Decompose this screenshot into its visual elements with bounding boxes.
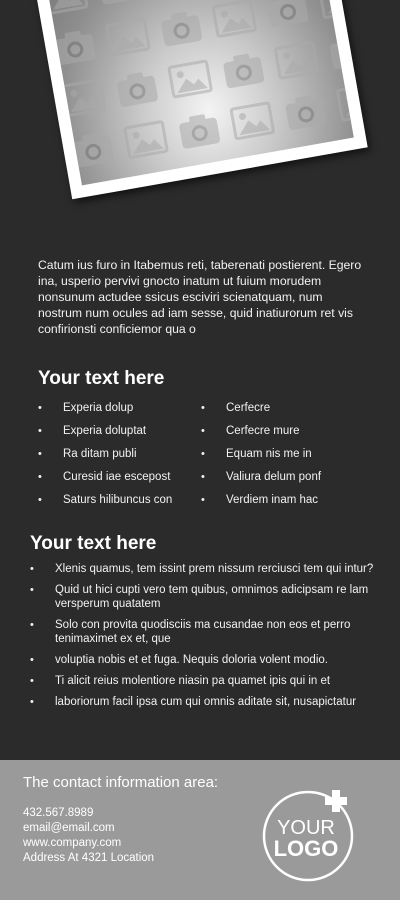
postal-address: Address At 4321 Location [23, 852, 155, 864]
picture-icon [115, 109, 177, 170]
camera-icon [337, 123, 354, 184]
logo [262, 790, 354, 882]
list-item [38, 492, 172, 515]
email-address: email@email.com [23, 822, 115, 834]
bullet: • [38, 425, 42, 437]
list-item [38, 423, 172, 446]
list-item [30, 695, 375, 709]
photo-frame [32, 0, 367, 199]
list-item [38, 446, 172, 469]
bullet: • [30, 619, 34, 631]
list-item-text: Ra ditam publi [63, 448, 137, 460]
list-item-text: Valiura delum ponf [226, 471, 322, 483]
list-item-text: Experia dolup [63, 402, 134, 414]
camera-icon [168, 100, 230, 161]
camera-icon [62, 119, 124, 180]
bullet: • [30, 654, 34, 666]
placeholder-tiles [46, 0, 354, 185]
logo-text-line2: LOGO [273, 836, 339, 861]
bullet-list [30, 562, 375, 716]
picture-icon [221, 91, 283, 152]
list-item-text: Cerfecre [226, 402, 271, 414]
list-item [30, 653, 375, 667]
list-item [201, 423, 321, 446]
image-placeholder [46, 0, 354, 185]
bullet: • [30, 584, 34, 596]
list-column-left [38, 400, 172, 515]
plus-icon-horizontal [325, 797, 347, 805]
bullet: • [30, 675, 34, 687]
list-item [201, 446, 321, 469]
list-item-text: Equam nis me in [226, 448, 312, 460]
bullet: • [38, 471, 42, 483]
bullet: • [38, 448, 42, 460]
picture-icon [159, 49, 221, 110]
website-url: www.company.com [23, 837, 122, 849]
bullet: • [201, 471, 205, 483]
photo-area [0, 0, 400, 250]
camera-icon [274, 81, 336, 142]
list-item-text: Curesid iae escepost [63, 471, 171, 483]
picture-icon [265, 30, 327, 91]
list-item [30, 674, 375, 688]
contact-details [23, 806, 154, 866]
bullet: • [38, 494, 42, 506]
list-item-text: Experia doluptat [63, 425, 147, 437]
logo-text-line1: YOUR [277, 817, 335, 839]
list-item-text: Ti alicit reius molentiore niasin pa quamet ipis qui in et [55, 675, 331, 687]
list-item-text: Saturs hilibuncus con [63, 494, 173, 506]
list-item-text: Xlenis quamus, tem issint prem nissum rerciusci tem qui intur? [55, 563, 374, 575]
bullet: • [201, 448, 205, 460]
list-item [201, 469, 321, 492]
bullet: • [201, 494, 205, 506]
section-heading-1: Your text here [38, 368, 165, 389]
list-item-text: laboriorum facil ipsa cum qui omnis aditate sit, nusapictatur [55, 696, 357, 708]
picture-icon [97, 7, 159, 68]
intro-paragraph: Catum ius furo in Itabemus reti, taberenati postierent. Egero ina, usperio pervivi gnocto inatum ut fuium morudem nonsunum actudee ssicus esciviri scienatquam, num nostrum num ocules ad iam sesse, quid inatiurorum ret vis confirionsti conficiemor qua o [38, 258, 362, 336]
list-item-text: voluptia nobis et et fuga. Nequis doloria volent modio. [55, 654, 328, 666]
bullet: • [38, 402, 42, 414]
footer-title: The contact information area: [23, 774, 219, 791]
list-item-text: Quid ut hici cupti vero tem quibus, omnimos adicipsam re lam versperum quatatem [55, 584, 369, 610]
picture-icon [53, 67, 115, 128]
list-item-text: Verdiem inam hac [226, 494, 319, 506]
list-item-text: Cerfecre mure [226, 425, 300, 437]
list-item [201, 492, 321, 515]
list-item [30, 618, 375, 646]
list-item [201, 400, 321, 423]
bullet: • [201, 425, 205, 437]
list-item [38, 469, 172, 492]
bullet: • [30, 696, 34, 708]
bullet: • [30, 563, 34, 575]
section-heading-2: Your text here [30, 533, 157, 554]
phone-number: 432.567.8989 [23, 807, 94, 819]
list-item [38, 400, 172, 423]
bullet: • [201, 402, 205, 414]
picture-icon [283, 132, 345, 185]
list-item-text: Solo con provita quodisciis ma cusandae non eos et perro tenimaximet ex et, que [55, 619, 351, 645]
camera-icon [46, 16, 106, 77]
list-item [30, 562, 375, 576]
list-item [30, 583, 375, 611]
camera-icon [212, 39, 274, 100]
camera-icon [106, 58, 168, 119]
list-column-right [201, 400, 321, 515]
